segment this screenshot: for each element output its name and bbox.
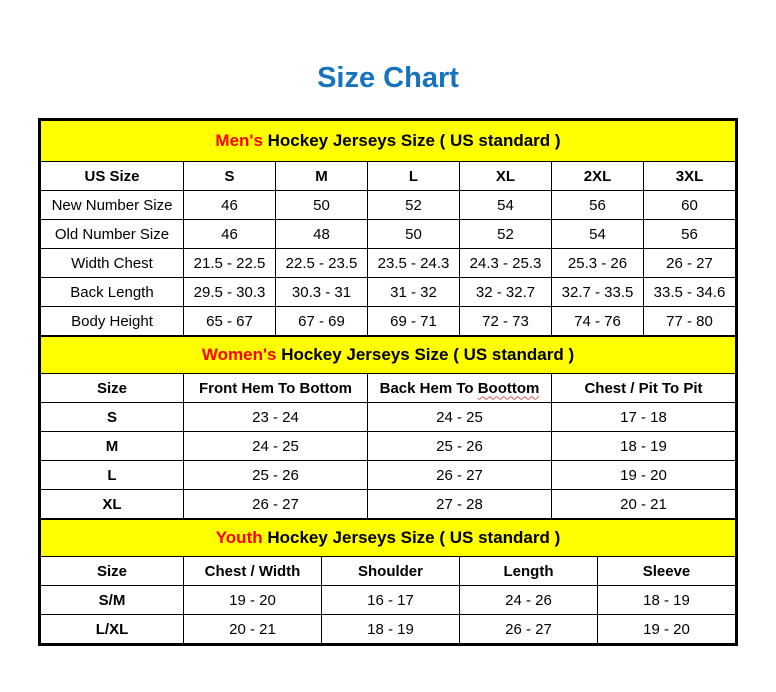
table-row [41, 615, 736, 644]
mens-col-header: US Size [41, 162, 184, 191]
cell: 77 - 80 [644, 307, 736, 336]
womens-header-row [41, 374, 736, 403]
youth-header-row [41, 557, 736, 586]
row-label: S [41, 403, 184, 432]
cell: 72 - 73 [460, 307, 552, 336]
cell: 19 - 20 [552, 461, 736, 490]
cell: 29.5 - 30.3 [184, 278, 276, 307]
mens-col-header: XL [460, 162, 552, 191]
back-hem-misspelled-word: Boottom [477, 379, 540, 397]
mens-section-word: Men's [215, 131, 263, 150]
row-label: Width Chest [41, 249, 184, 278]
cell: 24 - 25 [368, 403, 552, 432]
row-label: L/XL [41, 615, 184, 644]
row-label: S/M [41, 586, 184, 615]
womens-section-band [41, 337, 736, 374]
row-label: Body Height [41, 307, 184, 336]
youth-col-header: Length [460, 557, 598, 586]
womens-col-header [368, 374, 552, 403]
cell: 19 - 20 [598, 615, 736, 644]
youth-section-word: Youth [215, 528, 263, 547]
cell: 24 - 25 [184, 432, 368, 461]
table-row [41, 432, 736, 461]
table-row [41, 191, 736, 220]
cell: 74 - 76 [552, 307, 644, 336]
cell: 25 - 26 [184, 461, 368, 490]
back-hem-prefix: Back Hem To [379, 379, 478, 397]
row-label: L [41, 461, 184, 490]
mens-col-header: 3XL [644, 162, 736, 191]
cell: 32 - 32.7 [460, 278, 552, 307]
cell: 23.5 - 24.3 [368, 249, 460, 278]
mens-col-header: M [276, 162, 368, 191]
mens-section-rest: Hockey Jerseys Size ( US standard ) [262, 131, 561, 150]
youth-col-header: Shoulder [322, 557, 460, 586]
womens-size-table [40, 336, 736, 519]
table-row [41, 249, 736, 278]
row-label: New Number Size [41, 191, 184, 220]
cell: 65 - 67 [184, 307, 276, 336]
cell: 50 [276, 191, 368, 220]
mens-col-header: 2XL [552, 162, 644, 191]
row-label: XL [41, 490, 184, 519]
cell: 17 - 18 [552, 403, 736, 432]
size-chart-tables [38, 118, 738, 646]
table-row [41, 220, 736, 249]
cell: 54 [552, 220, 644, 249]
mens-col-header: L [368, 162, 460, 191]
page-title: Size Chart [317, 62, 459, 94]
womens-col-header: Chest / Pit To Pit [552, 374, 736, 403]
table-row [41, 278, 736, 307]
cell: 67 - 69 [276, 307, 368, 336]
youth-section-title [41, 520, 736, 557]
cell: 69 - 71 [368, 307, 460, 336]
youth-section-band [41, 520, 736, 557]
mens-size-table [40, 120, 736, 336]
cell: 56 [552, 191, 644, 220]
youth-col-header: Chest / Width [184, 557, 322, 586]
cell: 21.5 - 22.5 [184, 249, 276, 278]
youth-col-header: Size [41, 557, 184, 586]
womens-col-header: Front Hem To Bottom [184, 374, 368, 403]
cell: 25.3 - 26 [552, 249, 644, 278]
cell: 24.3 - 25.3 [460, 249, 552, 278]
cell: 25 - 26 [368, 432, 552, 461]
cell: 31 - 32 [368, 278, 460, 307]
row-label: Old Number Size [41, 220, 184, 249]
mens-col-header: S [184, 162, 276, 191]
cell: 18 - 19 [322, 615, 460, 644]
table-row [41, 403, 736, 432]
cell: 27 - 28 [368, 490, 552, 519]
cell: 52 [460, 220, 552, 249]
cell: 52 [368, 191, 460, 220]
mens-section-band [41, 121, 736, 162]
cell: 18 - 19 [598, 586, 736, 615]
cell: 22.5 - 23.5 [276, 249, 368, 278]
cell: 20 - 21 [552, 490, 736, 519]
cell: 26 - 27 [460, 615, 598, 644]
cell: 20 - 21 [184, 615, 322, 644]
cell: 19 - 20 [184, 586, 322, 615]
youth-size-table [40, 519, 736, 644]
cell: 30.3 - 31 [276, 278, 368, 307]
cell: 24 - 26 [460, 586, 598, 615]
table-row [41, 586, 736, 615]
youth-section-rest: Hockey Jerseys Size ( US standard ) [262, 528, 561, 547]
cell: 18 - 19 [552, 432, 736, 461]
womens-col-header: Size [41, 374, 184, 403]
cell: 46 [184, 191, 276, 220]
cell: 32.7 - 33.5 [552, 278, 644, 307]
cell: 26 - 27 [184, 490, 368, 519]
cell: 23 - 24 [184, 403, 368, 432]
cell: 26 - 27 [368, 461, 552, 490]
cell: 48 [276, 220, 368, 249]
womens-section-rest: Hockey Jerseys Size ( US standard ) [276, 345, 575, 364]
cell: 46 [184, 220, 276, 249]
cell: 33.5 - 34.6 [644, 278, 736, 307]
womens-section-word: Women's [201, 345, 277, 364]
cell: 16 - 17 [322, 586, 460, 615]
cell: 26 - 27 [644, 249, 736, 278]
mens-section-title [41, 121, 736, 162]
table-row [41, 461, 736, 490]
cell: 60 [644, 191, 736, 220]
youth-col-header: Sleeve [598, 557, 736, 586]
row-label: Back Length [41, 278, 184, 307]
cell: 54 [460, 191, 552, 220]
table-row [41, 307, 736, 336]
mens-header-row [41, 162, 736, 191]
womens-section-title [41, 337, 736, 374]
table-row [41, 490, 736, 519]
cell: 50 [368, 220, 460, 249]
cell: 56 [644, 220, 736, 249]
row-label: M [41, 432, 184, 461]
